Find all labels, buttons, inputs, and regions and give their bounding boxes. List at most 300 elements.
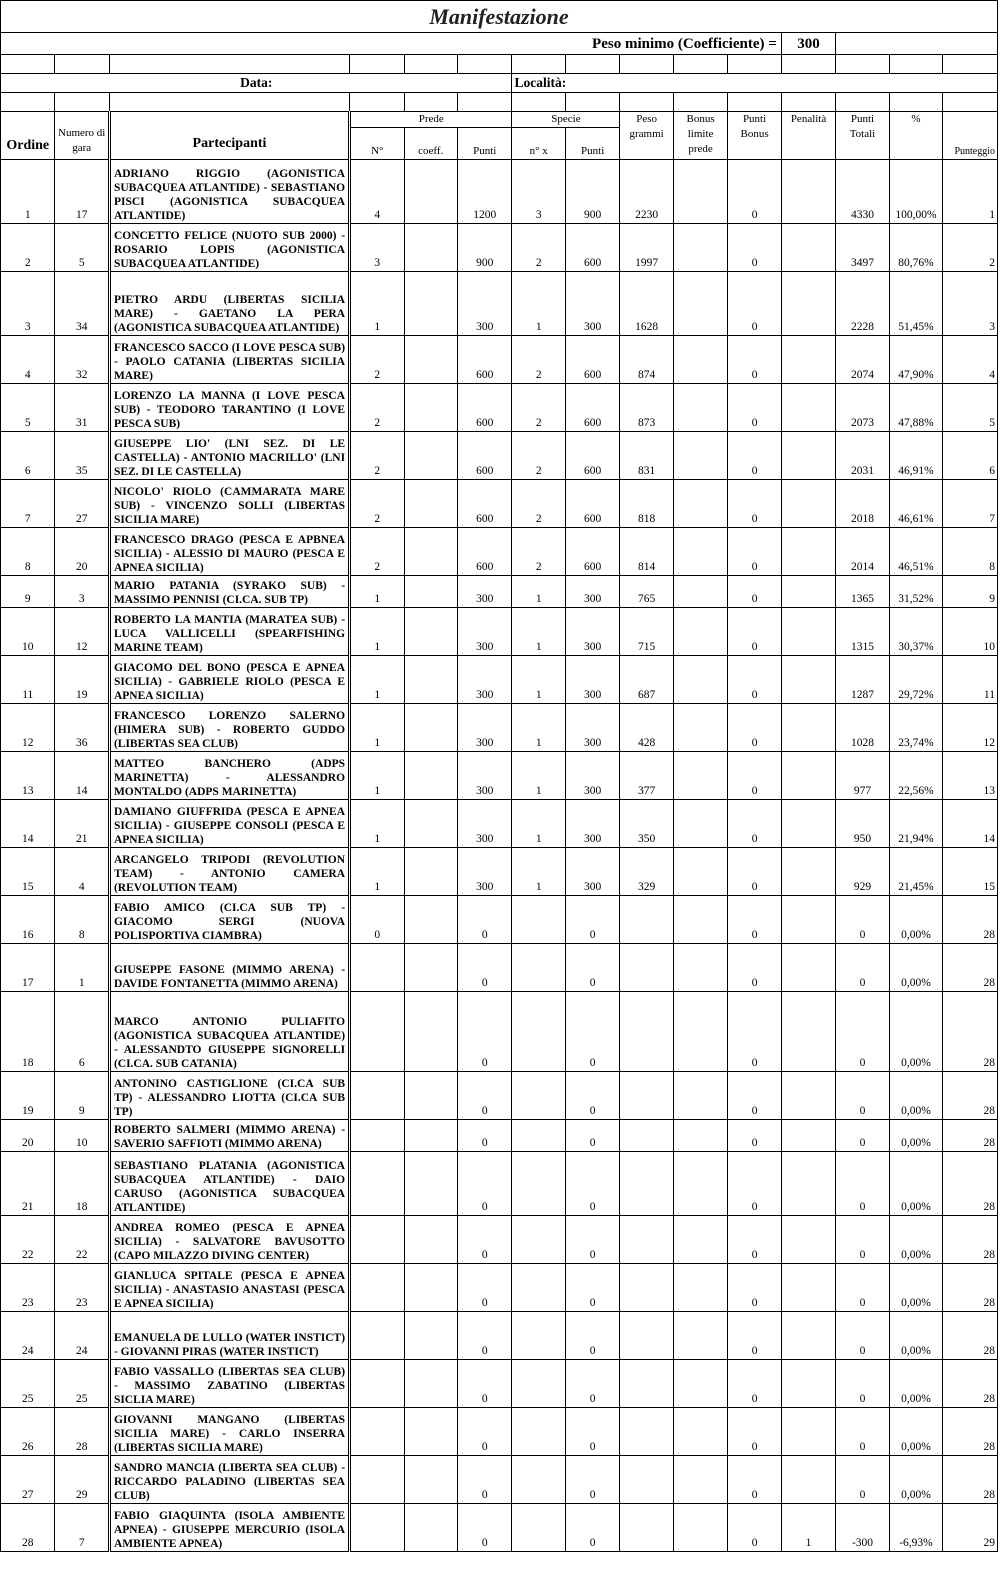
cell-nx <box>512 1408 565 1456</box>
cell-percent: 0,00% <box>889 1360 942 1408</box>
cell-punti-totali: -300 <box>836 1504 889 1552</box>
cell-penalita <box>781 528 835 576</box>
cell-punti: 0 <box>457 1408 511 1456</box>
cell-participants: ANDREA ROMEO (PESCA E APNEA SICILIA) - SALVATORE BAVUSOTTO (CAPO MILAZZO DIVING CENTER) <box>109 1216 349 1264</box>
cell-ordine: 9 <box>1 576 55 608</box>
cell-penalita <box>781 432 835 480</box>
cell-bonus-limite <box>673 224 727 272</box>
cell-n <box>350 1504 404 1552</box>
cell-punteggio: 28 <box>943 944 998 992</box>
cell-punti: 600 <box>457 480 511 528</box>
cell-punti: 1200 <box>457 160 511 224</box>
cell-percent: 0,00% <box>889 1120 942 1152</box>
cell-punti: 900 <box>457 224 511 272</box>
cell-percent: 22,56% <box>889 752 942 800</box>
cell-punti-specie: 0 <box>565 1360 619 1408</box>
cell-nx: 1 <box>512 848 565 896</box>
cell-peso: 377 <box>620 752 673 800</box>
cell-punti-bonus: 0 <box>728 160 781 224</box>
cell-coeff <box>404 1456 457 1504</box>
cell-penalita <box>781 336 835 384</box>
table-row <box>1 1456 998 1504</box>
cell-n <box>350 1360 404 1408</box>
cell-peso <box>620 1360 673 1408</box>
cell-punti-specie: 300 <box>565 848 619 896</box>
localita-label: Località: <box>512 74 998 93</box>
table-row <box>1 480 998 528</box>
cell-penalita <box>781 1120 835 1152</box>
cell-peso: 329 <box>620 848 673 896</box>
cell-participants: MARCO ANTONIO PULIAFITO (AGONISTICA SUBACQUEA ATLANTIDE) - ALESSANDTO GIUSEPPE SIGNORELLI (CI.CA. SUB CATANIA) <box>109 992 349 1072</box>
cell-punti-bonus: 0 <box>728 272 781 336</box>
table-row <box>1 752 998 800</box>
cell-n: 2 <box>350 528 404 576</box>
cell-coeff <box>404 224 457 272</box>
cell-punti-specie: 600 <box>565 384 619 432</box>
cell-bonus-limite <box>673 752 727 800</box>
cell-coeff <box>404 1152 457 1216</box>
cell-nx: 1 <box>512 576 565 608</box>
cell-punteggio: 28 <box>943 1072 998 1120</box>
cell-coeff <box>404 656 457 704</box>
table-row <box>1 608 998 656</box>
cell-bonus-limite <box>673 992 727 1072</box>
cell-punti-bonus: 0 <box>728 384 781 432</box>
cell-peso <box>620 1456 673 1504</box>
col-group-prede: Prede <box>350 112 512 128</box>
cell-punti-specie: 0 <box>565 1456 619 1504</box>
cell-coeff <box>404 608 457 656</box>
cell-punteggio: 3 <box>943 272 998 336</box>
cell-participants: LORENZO LA MANNA (I LOVE PESCA SUB) - TEODORO TARANTINO (I LOVE PESCA SUB) <box>109 384 349 432</box>
cell-participants: DAMIANO GIUFFRIDA (PESCA E APNEA SICILIA) - GIUSEPPE CONSOLI (PESCA E APNEA SICILIA) <box>109 800 349 848</box>
cell-n: 4 <box>350 160 404 224</box>
cell-coeff <box>404 272 457 336</box>
cell-gara: 24 <box>55 1312 109 1360</box>
cell-punti-specie: 0 <box>565 896 619 944</box>
cell-peso: 818 <box>620 480 673 528</box>
cell-n: 1 <box>350 608 404 656</box>
cell-peso: 2230 <box>620 160 673 224</box>
cell-punti-bonus: 0 <box>728 848 781 896</box>
cell-punti-specie: 0 <box>565 1072 619 1120</box>
cell-punti-bonus: 0 <box>728 944 781 992</box>
cell-nx: 3 <box>512 160 565 224</box>
cell-participants: FABIO AMICO (CI.CA SUB TP) - GIACOMO SERGI (NUOVA POLISPORTIVA CIAMBRA) <box>109 896 349 944</box>
cell-percent: 23,74% <box>889 704 942 752</box>
cell-bonus-limite <box>673 1216 727 1264</box>
col-partecipanti: Partecipanti <box>109 112 349 160</box>
cell-peso <box>620 1504 673 1552</box>
col-numero-gara: Numero di gara <box>55 112 109 160</box>
cell-punti-specie: 0 <box>565 1152 619 1216</box>
cell-coeff <box>404 480 457 528</box>
cell-ordine: 22 <box>1 1216 55 1264</box>
cell-participants: ANTONINO CASTIGLIONE (CI.CA SUB TP) - ALESSANDRO LIOTTA (CI.CA SUB TP) <box>109 1072 349 1120</box>
cell-gara: 10 <box>55 1120 109 1152</box>
cell-ordine: 26 <box>1 1408 55 1456</box>
cell-percent: 0,00% <box>889 1264 942 1312</box>
table-row <box>1 1408 998 1456</box>
cell-punti: 0 <box>457 1216 511 1264</box>
cell-penalita <box>781 1152 835 1216</box>
cell-punti-bonus: 0 <box>728 224 781 272</box>
cell-penalita <box>781 848 835 896</box>
cell-punti-specie: 600 <box>565 432 619 480</box>
cell-punti-bonus: 0 <box>728 752 781 800</box>
cell-ordine: 13 <box>1 752 55 800</box>
cell-punti-specie: 300 <box>565 752 619 800</box>
cell-punti: 600 <box>457 432 511 480</box>
cell-punteggio: 28 <box>943 1152 998 1216</box>
cell-punti-totali: 0 <box>836 1264 889 1312</box>
cell-nx: 2 <box>512 384 565 432</box>
cell-ordine: 16 <box>1 896 55 944</box>
table-row <box>1 432 998 480</box>
table-row <box>1 896 998 944</box>
cell-punteggio: 11 <box>943 656 998 704</box>
col-penalita: Penalità <box>781 112 835 160</box>
cell-punti-bonus: 0 <box>728 480 781 528</box>
cell-ordine: 20 <box>1 1120 55 1152</box>
cell-gara: 22 <box>55 1216 109 1264</box>
cell-penalita <box>781 1072 835 1120</box>
cell-percent: 0,00% <box>889 1152 942 1216</box>
cell-punti: 300 <box>457 272 511 336</box>
cell-punteggio: 28 <box>943 1456 998 1504</box>
cell-punti-bonus: 0 <box>728 1216 781 1264</box>
cell-punti: 300 <box>457 656 511 704</box>
cell-percent: 31,52% <box>889 576 942 608</box>
cell-participants: PIETRO ARDU (LIBERTAS SICILIA MARE) - GAETANO LA PERA (AGONISTICA SUBACQUEA ATLANTIDE) <box>109 272 349 336</box>
cell-punti: 600 <box>457 384 511 432</box>
cell-participants: FABIO VASSALLO (LIBERTAS SEA CLUB) - MASSIMO ZABATINO (LIBERTAS SICLIA MARE) <box>109 1360 349 1408</box>
cell-gara: 19 <box>55 656 109 704</box>
cell-n: 1 <box>350 576 404 608</box>
cell-bonus-limite <box>673 944 727 992</box>
cell-punteggio: 28 <box>943 896 998 944</box>
cell-participants: CONCETTO FELICE (NUOTO SUB 2000) - ROSARIO LOPIS (AGONISTICA SUBACQUEA ATLANTIDE) <box>109 224 349 272</box>
data-label: Data: <box>1 74 512 93</box>
cell-punti: 0 <box>457 1360 511 1408</box>
cell-bonus-limite <box>673 800 727 848</box>
table-row <box>1 576 998 608</box>
cell-penalita <box>781 384 835 432</box>
cell-gara: 14 <box>55 752 109 800</box>
col-punti-totali: Punti Totali <box>836 112 889 160</box>
cell-punti-bonus: 0 <box>728 1456 781 1504</box>
cell-punti-bonus: 0 <box>728 528 781 576</box>
cell-penalita <box>781 944 835 992</box>
cell-peso <box>620 1072 673 1120</box>
cell-punti-specie: 0 <box>565 1264 619 1312</box>
cell-nx: 2 <box>512 432 565 480</box>
cell-coeff <box>404 1072 457 1120</box>
cell-gara: 36 <box>55 704 109 752</box>
cell-nx: 1 <box>512 752 565 800</box>
cell-punteggio: 4 <box>943 336 998 384</box>
cell-percent: 21,45% <box>889 848 942 896</box>
cell-n: 1 <box>350 800 404 848</box>
table-row <box>1 1120 998 1152</box>
cell-punti: 0 <box>457 1504 511 1552</box>
cell-gara: 20 <box>55 528 109 576</box>
cell-punti-specie: 600 <box>565 336 619 384</box>
cell-punti-specie: 600 <box>565 528 619 576</box>
cell-percent: 0,00% <box>889 896 942 944</box>
cell-bonus-limite <box>673 1408 727 1456</box>
cell-bonus-limite <box>673 1152 727 1216</box>
cell-penalita <box>781 224 835 272</box>
cell-percent: 51,45% <box>889 272 942 336</box>
cell-nx: 1 <box>512 656 565 704</box>
cell-peso <box>620 1312 673 1360</box>
cell-punti-bonus: 0 <box>728 1312 781 1360</box>
cell-percent: 46,91% <box>889 432 942 480</box>
table-row <box>1 384 998 432</box>
cell-punti-totali: 929 <box>836 848 889 896</box>
cell-punti-totali: 4330 <box>836 160 889 224</box>
cell-n <box>350 1456 404 1504</box>
cell-penalita <box>781 1264 835 1312</box>
cell-participants: FRANCESCO DRAGO (PESCA E APBNEA SICILIA) - ALESSIO DI MAURO (PESCA E APNEA SICILIA) <box>109 528 349 576</box>
cell-n: 2 <box>350 336 404 384</box>
cell-punti-totali: 0 <box>836 1216 889 1264</box>
col-punti: Punti <box>457 128 511 160</box>
cell-punteggio: 28 <box>943 992 998 1072</box>
cell-punti-totali: 0 <box>836 896 889 944</box>
cell-ordine: 4 <box>1 336 55 384</box>
cell-punti-bonus: 0 <box>728 896 781 944</box>
cell-punti-totali: 1315 <box>836 608 889 656</box>
cell-punti-specie: 900 <box>565 160 619 224</box>
cell-punti-bonus: 0 <box>728 1072 781 1120</box>
cell-punti-totali: 977 <box>836 752 889 800</box>
cell-n <box>350 1072 404 1120</box>
cell-nx <box>512 1216 565 1264</box>
cell-penalita <box>781 160 835 224</box>
cell-percent: 47,90% <box>889 336 942 384</box>
cell-coeff <box>404 336 457 384</box>
cell-n: 1 <box>350 848 404 896</box>
cell-punteggio: 8 <box>943 528 998 576</box>
cell-gara: 27 <box>55 480 109 528</box>
cell-participants: SANDRO MANCIA (LIBERTA SEA CLUB) - RICCARDO PALADINO (LIBERTAS SEA CLUB) <box>109 1456 349 1504</box>
cell-punti-totali: 0 <box>836 1152 889 1216</box>
cell-bonus-limite <box>673 432 727 480</box>
cell-coeff <box>404 384 457 432</box>
cell-nx <box>512 896 565 944</box>
cell-punti-bonus: 0 <box>728 608 781 656</box>
cell-punti-totali: 1028 <box>836 704 889 752</box>
cell-punti-bonus: 0 <box>728 1120 781 1152</box>
cell-n: 2 <box>350 432 404 480</box>
cell-percent: 0,00% <box>889 992 942 1072</box>
cell-punti-bonus: 0 <box>728 1264 781 1312</box>
cell-ordine: 17 <box>1 944 55 992</box>
cell-penalita <box>781 1360 835 1408</box>
cell-ordine: 8 <box>1 528 55 576</box>
cell-participants: ARCANGELO TRIPODI (REVOLUTION TEAM) - ANTONIO CAMERA (REVOLUTION TEAM) <box>109 848 349 896</box>
cell-bonus-limite <box>673 1504 727 1552</box>
cell-punteggio: 28 <box>943 1312 998 1360</box>
cell-punteggio: 7 <box>943 480 998 528</box>
cell-punti-specie: 0 <box>565 1312 619 1360</box>
cell-ordine: 2 <box>1 224 55 272</box>
cell-punti-totali: 0 <box>836 1312 889 1360</box>
cell-punti-specie: 300 <box>565 656 619 704</box>
cell-percent: 0,00% <box>889 1216 942 1264</box>
cell-punti-totali: 0 <box>836 1408 889 1456</box>
cell-bonus-limite <box>673 1456 727 1504</box>
cell-nx: 1 <box>512 704 565 752</box>
cell-n: 1 <box>350 272 404 336</box>
cell-punti-specie: 300 <box>565 608 619 656</box>
cell-participants: GIUSEPPE LIO' (LNI SEZ. DI LE CASTELLA) - ANTONIO MACRILLO' (LNI SEZ. DI LE CASTELLA) <box>109 432 349 480</box>
cell-nx <box>512 1120 565 1152</box>
cell-gara: 23 <box>55 1264 109 1312</box>
cell-percent: 0,00% <box>889 1312 942 1360</box>
cell-peso <box>620 992 673 1072</box>
cell-peso <box>620 1408 673 1456</box>
cell-ordine: 14 <box>1 800 55 848</box>
col-punteggio: Punteggio <box>943 112 998 160</box>
cell-gara: 7 <box>55 1504 109 1552</box>
cell-n <box>350 1152 404 1216</box>
cell-gara: 5 <box>55 224 109 272</box>
cell-ordine: 24 <box>1 1312 55 1360</box>
cell-nx: 1 <box>512 608 565 656</box>
cell-nx: 2 <box>512 480 565 528</box>
cell-percent: 30,37% <box>889 608 942 656</box>
cell-punti-bonus: 0 <box>728 1360 781 1408</box>
cell-penalita: 1 <box>781 1504 835 1552</box>
cell-punti-specie: 0 <box>565 944 619 992</box>
cell-punteggio: 5 <box>943 384 998 432</box>
cell-bonus-limite <box>673 896 727 944</box>
cell-n: 3 <box>350 224 404 272</box>
cell-gara: 28 <box>55 1408 109 1456</box>
cell-bonus-limite <box>673 1360 727 1408</box>
cell-punti-totali: 0 <box>836 1072 889 1120</box>
cell-punti-totali: 2031 <box>836 432 889 480</box>
cell-ordine: 12 <box>1 704 55 752</box>
cell-percent: 80,76% <box>889 224 942 272</box>
cell-punteggio: 28 <box>943 1360 998 1408</box>
cell-participants: EMANUELA DE LULLO (WATER INSTICT) - GIOVANNI PIRAS (WATER INSTICT) <box>109 1312 349 1360</box>
cell-peso: 873 <box>620 384 673 432</box>
cell-punti-totali: 0 <box>836 1120 889 1152</box>
cell-participants: GIACOMO DEL BONO (PESCA E APNEA SICILIA) - GABRIELE RIOLO (PESCA E APNEA SICILIA) <box>109 656 349 704</box>
cell-participants: ADRIANO RIGGIO (AGONISTICA SUBACQUEA ATLANTIDE) - SEBASTIANO PISCI (AGONISTICA SUBACQUEA ATLANTIDE) <box>109 160 349 224</box>
cell-coeff <box>404 1264 457 1312</box>
col-punti-bonus: Punti Bonus <box>728 112 781 160</box>
cell-peso <box>620 944 673 992</box>
table-row <box>1 1504 998 1552</box>
cell-nx <box>512 1264 565 1312</box>
cell-penalita <box>781 272 835 336</box>
cell-punti: 300 <box>457 800 511 848</box>
cell-bonus-limite <box>673 528 727 576</box>
cell-punti-specie: 300 <box>565 704 619 752</box>
cell-ordine: 10 <box>1 608 55 656</box>
table-row <box>1 800 998 848</box>
cell-punti-totali: 3497 <box>836 224 889 272</box>
cell-gara: 3 <box>55 576 109 608</box>
cell-peso <box>620 1152 673 1216</box>
cell-n <box>350 944 404 992</box>
cell-nx <box>512 992 565 1072</box>
cell-coeff <box>404 160 457 224</box>
col-peso: Peso grammi <box>620 112 673 160</box>
cell-n: 2 <box>350 480 404 528</box>
table-row <box>1 1360 998 1408</box>
cell-coeff <box>404 1408 457 1456</box>
cell-coeff <box>404 896 457 944</box>
cell-gara: 12 <box>55 608 109 656</box>
cell-participants: FRANCESCO LORENZO SALERNO (HIMERA SUB) - ROBERTO GUDDO (LIBERTAS SEA CLUB) <box>109 704 349 752</box>
cell-gara: 9 <box>55 1072 109 1120</box>
cell-gara: 18 <box>55 1152 109 1216</box>
cell-penalita <box>781 1456 835 1504</box>
cell-participants: ROBERTO LA MANTIA (MARATEA SUB) - LUCA VALLICELLI (SPEARFISHING MARINE TEAM) <box>109 608 349 656</box>
cell-percent: -6,93% <box>889 1504 942 1552</box>
cell-bonus-limite <box>673 272 727 336</box>
cell-punti-specie: 300 <box>565 576 619 608</box>
cell-gara: 1 <box>55 944 109 992</box>
cell-ordine: 6 <box>1 432 55 480</box>
cell-ordine: 1 <box>1 160 55 224</box>
cell-participants: MARIO PATANIA (SYRAKO SUB) - MASSIMO PENNISI (CI.CA. SUB TP) <box>109 576 349 608</box>
cell-punti: 300 <box>457 752 511 800</box>
cell-coeff <box>404 1216 457 1264</box>
cell-ordine: 3 <box>1 272 55 336</box>
cell-bonus-limite <box>673 1312 727 1360</box>
cell-ordine: 15 <box>1 848 55 896</box>
cell-penalita <box>781 752 835 800</box>
cell-gara: 35 <box>55 432 109 480</box>
cell-ordine: 18 <box>1 992 55 1072</box>
cell-coeff <box>404 576 457 608</box>
cell-punti-totali: 950 <box>836 800 889 848</box>
cell-peso: 350 <box>620 800 673 848</box>
cell-punti: 300 <box>457 848 511 896</box>
cell-percent: 46,61% <box>889 480 942 528</box>
cell-ordine: 7 <box>1 480 55 528</box>
table-row <box>1 656 998 704</box>
cell-penalita <box>781 1216 835 1264</box>
cell-peso <box>620 1216 673 1264</box>
cell-punti-totali: 1365 <box>836 576 889 608</box>
cell-nx: 2 <box>512 224 565 272</box>
cell-nx <box>512 1360 565 1408</box>
cell-punteggio: 13 <box>943 752 998 800</box>
cell-punti-specie: 0 <box>565 1120 619 1152</box>
cell-punti-bonus: 0 <box>728 336 781 384</box>
table-row <box>1 1072 998 1120</box>
cell-punti: 0 <box>457 1072 511 1120</box>
cell-gara: 29 <box>55 1456 109 1504</box>
cell-gara: 25 <box>55 1360 109 1408</box>
table-row <box>1 272 998 336</box>
cell-punti-totali: 2074 <box>836 336 889 384</box>
cell-peso: 1628 <box>620 272 673 336</box>
cell-punti-totali: 0 <box>836 1360 889 1408</box>
cell-punti-bonus: 0 <box>728 1504 781 1552</box>
cell-coeff <box>404 1120 457 1152</box>
cell-nx <box>512 1504 565 1552</box>
cell-nx: 1 <box>512 272 565 336</box>
